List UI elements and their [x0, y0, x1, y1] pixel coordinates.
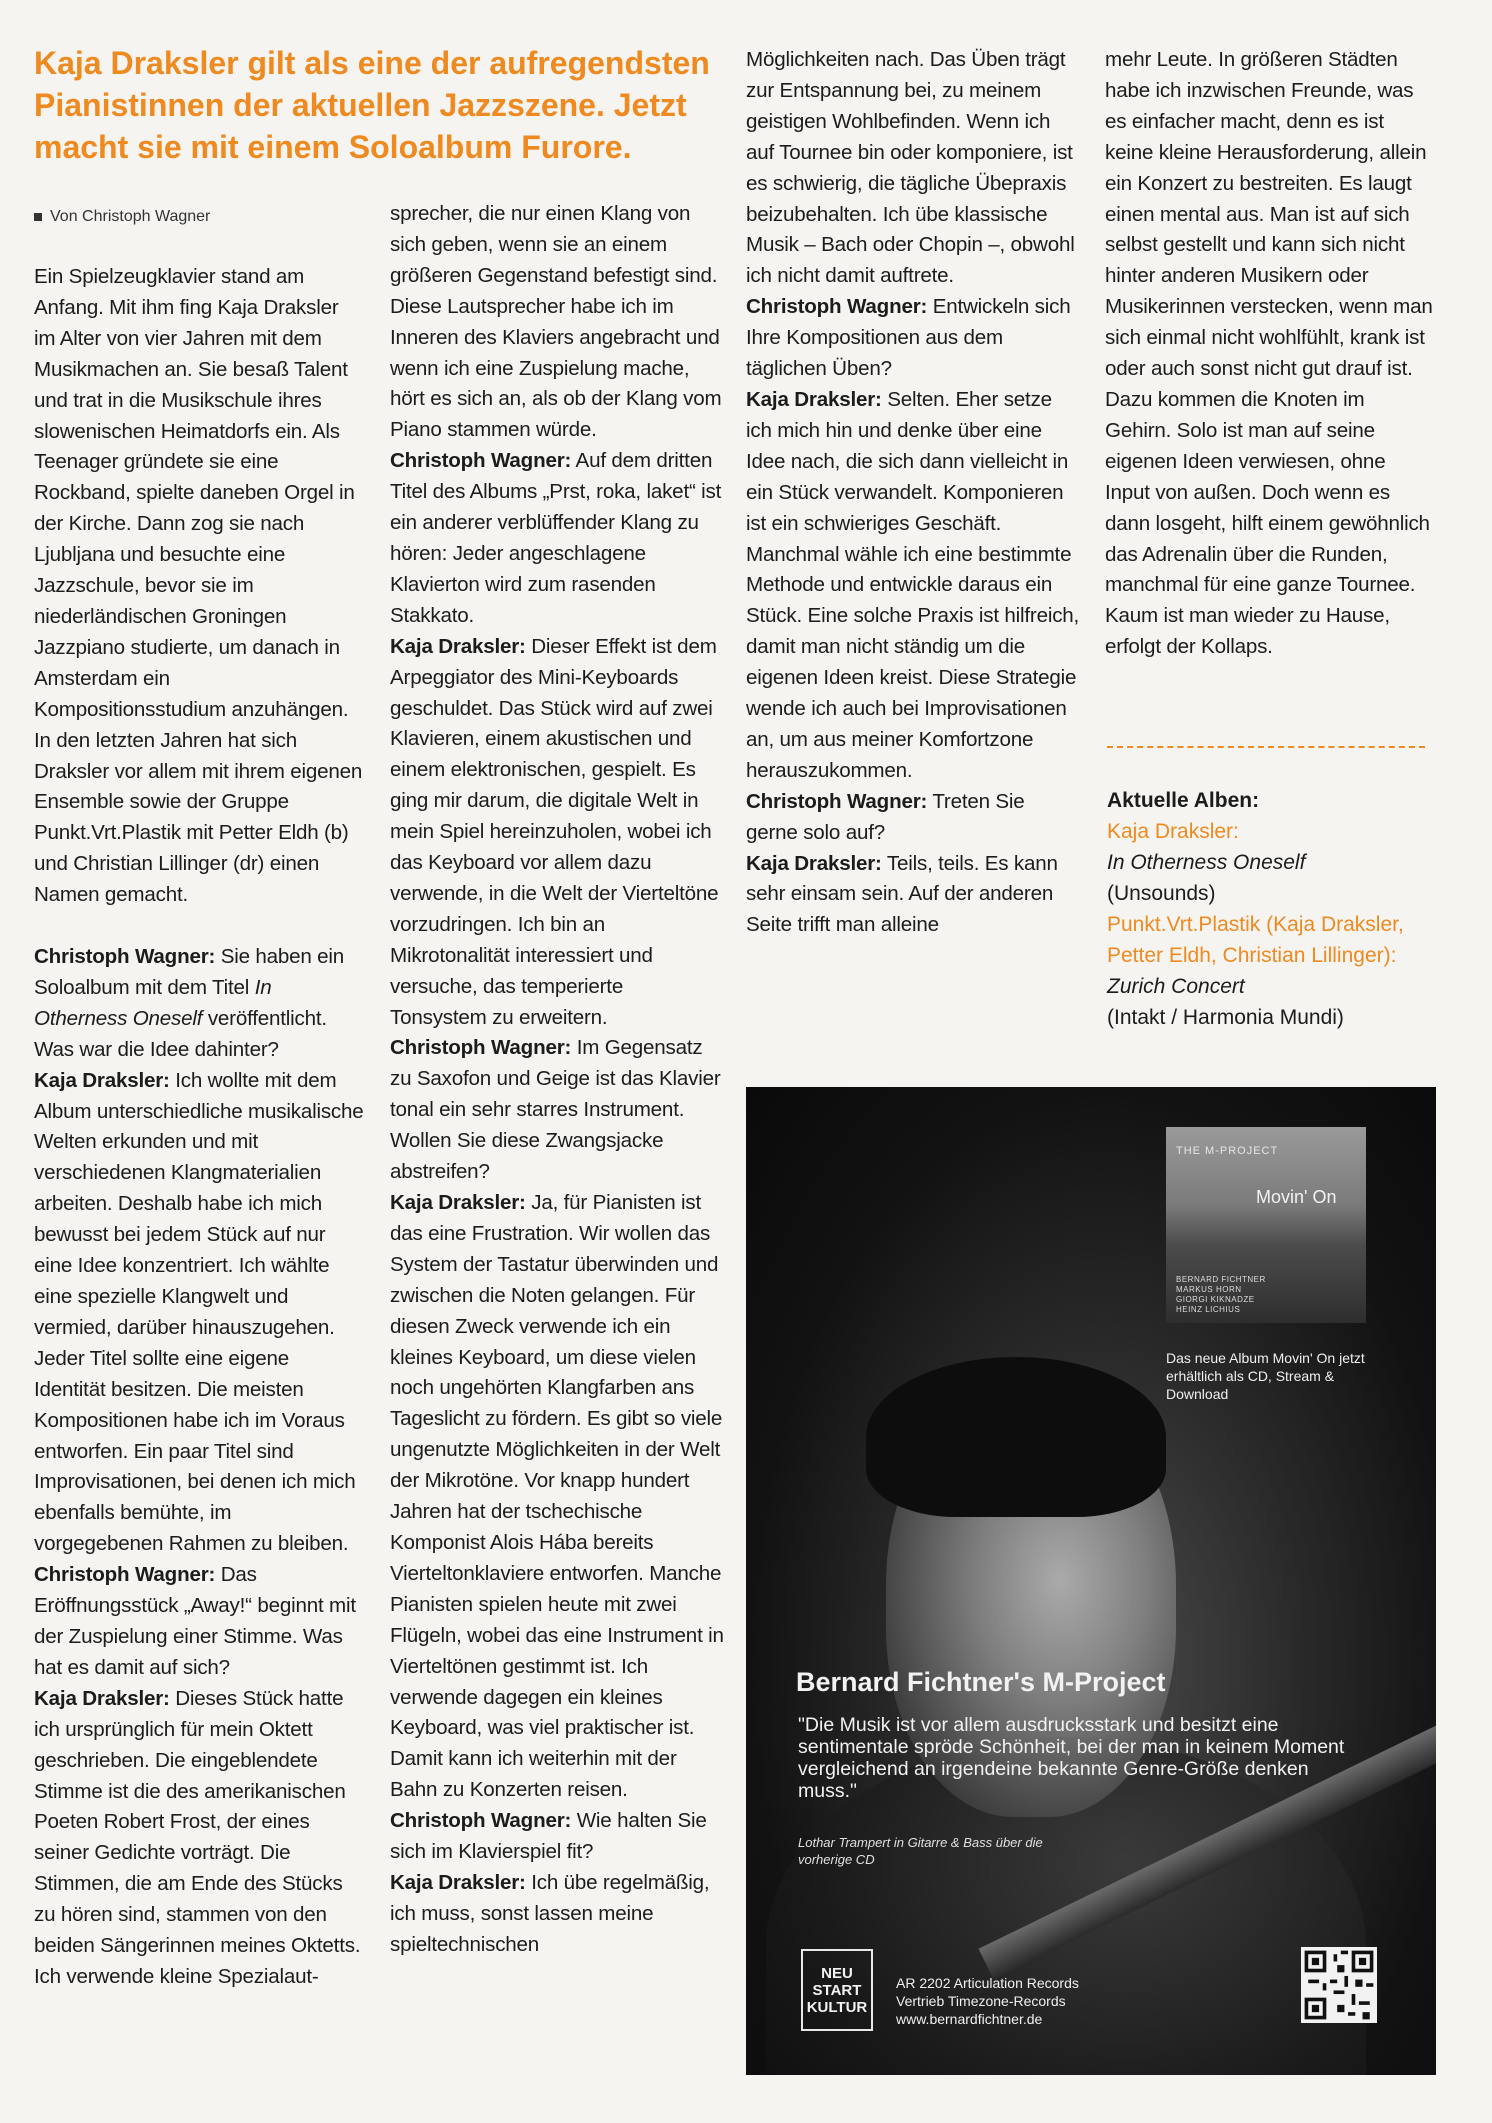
paragraph: Christoph Wagner: Das Eröffnungsstück „Away!“ beginnt mit der Zuspielung einer Stimme. Was hat es damit auf sich?: [34, 1563, 356, 1679]
paragraph: Ein Spielzeugklavier stand am Anfang. Mit ihm fing Kaja Draksler im Alter von vier Jahren mit dem Musikmachen an. Sie besaß Talent und trat in die Musikschule ihres slowenischen Heimatdorfs ein. Als Teenager gründete sie eine Rockband, spielte daneben Orgel in der Kirche. Dann zog sie nach Ljubljana und besuchte eine Jazzschule, bevor sie im niederländischen Groningen Jazzpiano studierte, um danach in Amsterdam ein Kompositionsstudium anzuhängen. In den letzten Jahren hat sich Draksler vor allem mit ihrem eigenen Ensemble sowie der Gruppe Punkt.Vrt.Plastik mit Petter Eldh (b) und Christian Lillinger (dr) einen Namen gemacht.: [34, 265, 363, 907]
album-1-label: (Unsounds): [1107, 882, 1216, 905]
album-cover-caption: Das neue Album Movin' On jetzt erhältlich als CD, Stream & Download: [1166, 1350, 1365, 1402]
byline-text: Von Christoph Wagner: [50, 208, 211, 225]
paragraph-gap: [34, 911, 364, 942]
albums-heading: Aktuelle Alben:: [1107, 789, 1260, 812]
paragraph: Christoph Wagner: Auf dem dritten Titel des Albums „Prst, roka, laket“ ist ein anderer verblüffender Klang zu hören: Jeder angeschlagene Klavierton wird zum rasenden Stakkato.: [390, 449, 722, 627]
ad-title: Bernard Fichtner's M-Project: [796, 1667, 1166, 1697]
album-cover-names: BERNARD FICHTNER MARKUS HORN GIORGI KIKNADZE HEINZ LICHIUS: [1176, 1275, 1266, 1314]
article-column-1: [34, 262, 364, 1993]
paragraph: Christoph Wagner: Entwickeln sich Ihre Kompositionen aus dem täglichen Üben?: [746, 295, 1071, 381]
paragraph: Christoph Wagner: Treten Sie gerne solo auf?: [746, 789, 1025, 844]
album-cover-title: Movin' On: [1256, 1187, 1337, 1207]
ad-quote: "Die Musik ist vor allem ausdrucksstark und besitzt eine sentimentale spröde Schönheit, bei der man in keinem Moment vergleichend an irgendeine bekannte Genre-Größe denken muss.": [798, 1714, 1345, 1802]
advertisement: [746, 1087, 1436, 2075]
speaker-label: Christoph Wagner:: [746, 789, 928, 813]
paragraph: Kaja Draksler: Ich wollte mit dem Album unterschiedliche musikalische Welten erkunden und mit verschiedenen Klangmaterialien arbeiten. Deshalb habe ich mich bewusst bei jedem Stück auf nur eine Idee konzentriert. Ich wählte eine spezielle Klangwelt und vermied, darüber hinauszugehen. Jeder Titel sollte eine eigene Identität besitzen. Die meisten Kompositionen habe ich im Voraus entworfen. Ein paar Titel sind Improvisationen, bei denen ich mich ebenfalls bemühte, im vorgegebenen Rahmen zu bleiben.: [34, 1068, 364, 1556]
paragraph: Christoph Wagner: Wie halten Sie sich im Klavierspiel fit?: [390, 1809, 707, 1864]
speaker-label: Kaja Draksler:: [746, 387, 882, 411]
article-column-2: [390, 199, 724, 1961]
ad-photo-hair: [866, 1357, 1166, 1517]
album-cover: [1166, 1127, 1366, 1323]
album-1-title: In Otherness Oneself: [1107, 851, 1306, 874]
paragraph: Möglichkeiten nach. Das Üben trägt zur Entspannung bei, zu meinem geistigen Wohlbefinden. Wenn ich auf Tournee bin oder komponiere, ist es schwierig, die tägliche Übepraxis beizubehalten. Ich übe klassische Musik – Bach oder Chopin –, obwohl ich nicht damit auftrete.: [746, 48, 1075, 288]
speaker-label: Christoph Wagner:: [390, 1036, 572, 1060]
current-albums: [1107, 785, 1437, 1033]
paragraph: Kaja Draksler: Dieses Stück hatte ich ursprünglich für mein Oktett geschrieben. Die eingeblendete Stimme ist die des amerikanischen Poeten Robert Frost, der eines seiner Gedichte vorträgt. Die Stimmen, die am Ende des Stücks zu hören sind, stammen von den beiden Sängerinnen meines Oktetts. Ich verwende kleine Spezialaut-: [34, 1686, 361, 1988]
article-headline: Kaja Draksler gilt als eine der aufregendsten Pianistinnen der aktuellen Jazzszene. Jetzt macht sie mit einem Soloalbum Furore.: [34, 45, 710, 165]
ad-quote-source: Lothar Trampert in Gitarre & Bass über die vorherige CD: [798, 1835, 1043, 1867]
paragraph: mehr Leute. In größeren Städten habe ich inzwischen Freunde, was es einfacher macht, denn es ist keine kleine Herausforderung, allein ein Konzert zu bestreiten. Es laugt einen mental aus. Man ist auf sich selbst gestellt und kann sich nicht hinter anderen Musikern oder Musikerinnen verstecken, wenn man sich einmal nicht wohlfühlt, krank ist oder auch sonst nicht gut drauf ist. Dazu kommen die Knoten im Gehirn. Solo ist man auf seine eigenen Ideen verwiesen, ohne Input von außen. Doch wenn es dann losgeht, hilft einem gewöhnlich das Adrenalin über die Runden, manchmal für eine ganze Tournee. Kaum ist man wieder zu Hause, erfolgt der Kollaps.: [1105, 48, 1433, 659]
speaker-label: Kaja Draksler:: [34, 1686, 170, 1710]
speaker-label: Christoph Wagner:: [746, 295, 928, 319]
speaker-label: Kaja Draksler:: [390, 1870, 526, 1894]
paragraph: Christoph Wagner: Sie haben ein Soloalbum mit dem Titel In Otherness Oneself veröffentlicht. Was war die Idee dahinter?: [34, 945, 345, 1061]
article-column-3: [746, 45, 1080, 941]
paragraph: Kaja Draksler: Ja, für Pianisten ist das eine Frustration. Wir wollen das System der Tastatur überwinden und zwischen die Noten gelangen. Für diesen Zweck verwende ich ein kleines Keyboard, um diese vielen noch ungehörten Klangfarben ans Tageslicht zu fördern. Es gibt so viele ungenutzte Möglichkeiten in der Welt der Mikrotöne. Vor knapp hundert Jahren hat der tschechische Komponist Alois Hába bereits Vierteltonklaviere entworfen. Manche Pianisten spielen heute mit zwei Flügeln, wobei das eine Instrument in Vierteltönen gestimmt ist. Ich verwende dagegen ein kleines Keyboard, was viel praktischer ist. Damit kann ich weiterhin mit der Bahn zu Konzerten reisen.: [390, 1191, 724, 1802]
neustart-kultur-logo: NEU START KULTUR: [801, 1949, 873, 2031]
qr-code-icon[interactable]: [1301, 1947, 1377, 2023]
paragraph: sprecher, die nur einen Klang von sich geben, wenn sie an einem größeren Gegenstand befestigt sind. Diese Lautsprecher habe ich im Inneren des Klaviers angebracht und wenn ich eine Zuspielung mache, hört es sich an, als ob der Klang vom Piano stammen würde.: [390, 202, 722, 442]
square-bullet-icon: [34, 213, 42, 221]
ad-label-info: AR 2202 Articulation Records Vertrieb Timezone-Records www.bernardfichtner.de: [896, 1975, 1079, 2027]
album-title-italic: In Otherness Oneself: [34, 975, 272, 1030]
section-divider: [1107, 746, 1425, 748]
speaker-label: Christoph Wagner:: [390, 449, 572, 473]
speaker-label: Christoph Wagner:: [34, 945, 216, 969]
speaker-label: Kaja Draksler:: [390, 1191, 526, 1214]
speaker-label: Christoph Wagner:: [390, 1809, 572, 1833]
byline: [34, 208, 364, 226]
album-1-artist: Kaja Draksler:: [1107, 820, 1239, 843]
paragraph: Kaja Draksler: Dieser Effekt ist dem Arpeggiator des Mini-Keyboards geschuldet. Das Stück wird auf zwei Klavieren, einem akustischen und einem elektronischen, gespielt. Es ging mir darum, die digitale Welt in mein Spiel hereinzuholen, wobei ich das Keyboard vor allem dazu verwende, in die Welt der Vierteltöne vorzudringen. Ich bin an Mikrotonalität interessiert und versuche, das temperierte Tonsystem zu erweitern.: [390, 634, 719, 1029]
paragraph: Kaja Draksler: Teils, teils. Es kann sehr einsam sein. Auf der anderen Seite trifft man alleine: [746, 851, 1058, 937]
speaker-label: Kaja Draksler:: [746, 851, 882, 875]
paragraph: Kaja Draksler: Selten. Eher setze ich mich hin und denke über eine Idee nach, die sich dann vielleicht in ein Stück verwandelt. Komponieren ist ein schwieriges Geschäft. Manchmal wähle ich eine bestimmte Methode und entwickle daraus ein Stück. Eine solche Praxis ist hilfreich, damit man nicht ständig um die eigenen Ideen kreist. Diese Strategie wende ich auch bei Improvisationen an, um aus meiner Komfortzone herauszukommen.: [746, 387, 1080, 782]
album-2-label: (Intakt / Harmonia Mundi): [1107, 1006, 1344, 1029]
album-2-artist: Punkt.Vrt.Plastik (Kaja Draksler, Petter Eldh, Christian Lillinger):: [1107, 913, 1404, 967]
paragraph: Christoph Wagner: Im Gegensatz zu Saxofon und Geige ist das Klavier tonal ein sehr starres Instrument. Wollen Sie diese Zwangsjacke abstreifen?: [390, 1036, 721, 1184]
album-cover-project: THE M-PROJECT: [1176, 1145, 1279, 1157]
album-2-title: Zurich Concert: [1107, 975, 1245, 998]
speaker-label: Kaja Draksler:: [390, 634, 526, 658]
article-column-4: [1105, 45, 1435, 663]
paragraph: Kaja Draksler: Ich übe regelmäßig, ich muss, sonst lassen meine spieltechnischen: [390, 1870, 710, 1956]
speaker-label: Kaja Draksler:: [34, 1068, 170, 1092]
speaker-label: Christoph Wagner:: [34, 1563, 216, 1587]
